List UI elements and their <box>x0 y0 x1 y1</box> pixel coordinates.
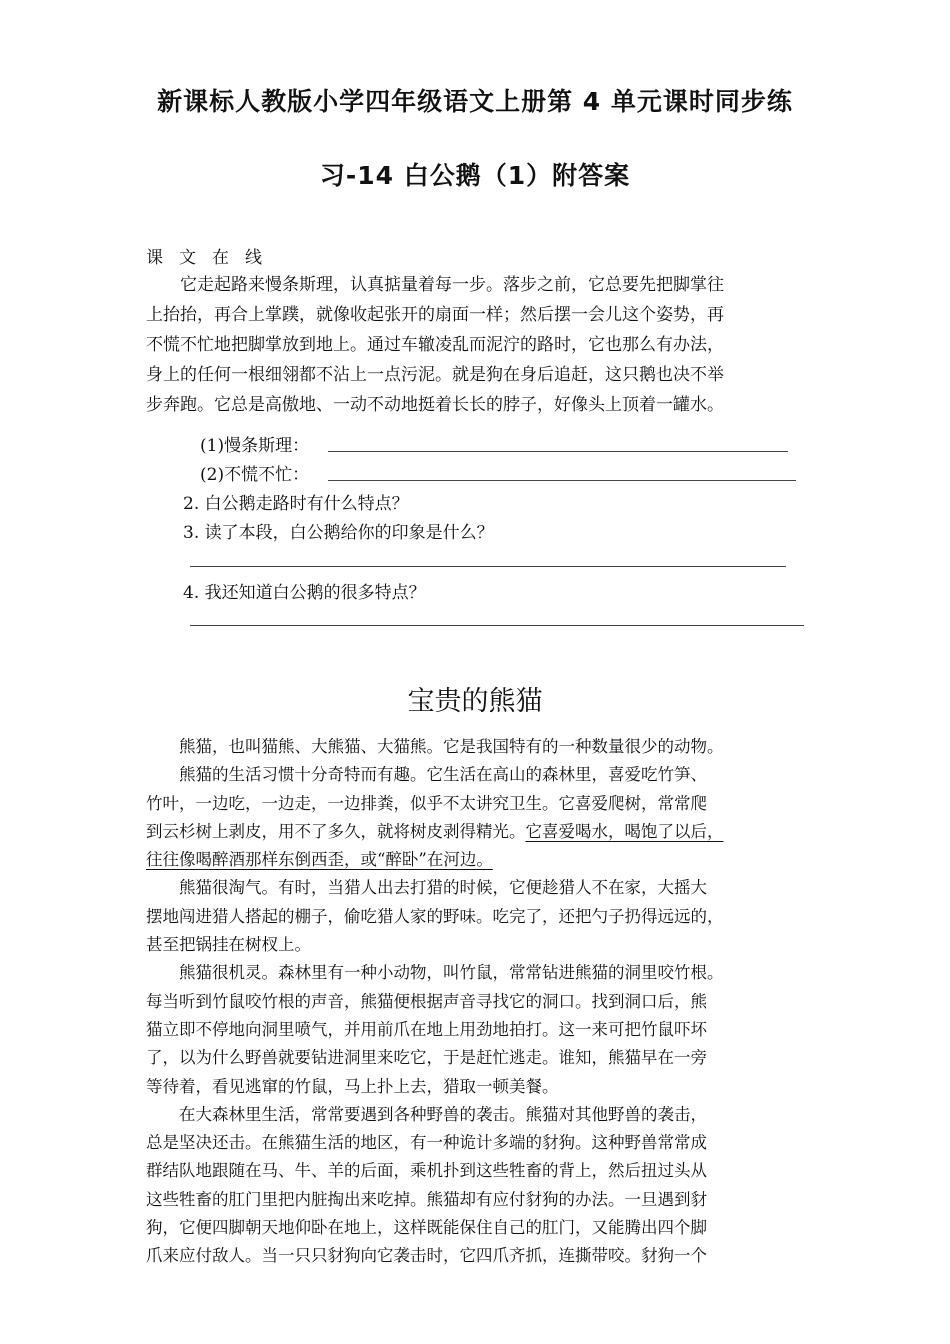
passage-panda-line: 摆地闯进猎人搭起的棚子，偷吃猎人家的野味。吃完了，还把勺子扔得远远的， <box>146 906 724 926</box>
passage-panda-line: 总是坚决还击。在熊猫生活的地区，有一种诡计多端的豺狗。这种野兽常常成 <box>146 1133 707 1153</box>
passage-goose-line: 步奔跑。它总是高傲地、一动不动地挺着长长的脖子，好像头上顶着一罐水。 <box>146 395 724 415</box>
passage-panda-line: 这些牲畜的肛门里把内脏掏出来吃掉。熊猫却有应付豺狗的办法。一旦遇到豺 <box>146 1189 707 1209</box>
passage-panda-line <box>146 846 810 874</box>
question-1b: (2)不慌不忙： <box>200 465 310 485</box>
question-2: 2. 白公鹅走路时有什么特点？ <box>183 494 409 514</box>
passage-panda-line: 每当听到竹鼠咬竹根的声音，熊猫便根据声音寻找它的洞口。找到洞口后，熊 <box>146 991 707 1011</box>
passage-panda-line: 等待着，看见逃窜的竹鼠，马上扑上去，猎取一顿美餐。 <box>146 1076 559 1096</box>
question-4: 4. 我还知道白公鹅的很多特点？ <box>183 583 426 603</box>
passage-panda-line: 熊猫很机灵。森林里有一种小动物，叫竹鼠，常常钻进熊猫的洞里咬竹根。 <box>179 963 724 983</box>
passage-panda <box>146 733 810 1271</box>
passage-panda-line: 熊猫，也叫猫熊、大熊猫、大猫熊。它是我国特有的一种数量很少的动物。 <box>179 737 724 756</box>
passage-panda-text: 到云杉树上剥皮，用不了多久，就将树皮剥得精光。 <box>146 821 526 841</box>
passage-panda-line: 在大森林里生活，常常要遇到各种野兽的袭击。熊猫对其他野兽的袭击， <box>179 1104 707 1124</box>
answer-line-1b[interactable] <box>328 480 796 481</box>
answer-line-3[interactable] <box>190 566 786 567</box>
passage-goose-line: 它走起路来慢条斯理，认真掂量着每一步。落步之前，它总要先把脚掌往 <box>180 275 724 295</box>
underlined-sentence: 它喜爱喝水，喝饱了以后， <box>525 821 724 841</box>
passage-panda-line: 熊猫的生活习惯十分奇特而有趣。它生活在高山的森林里，喜爱吃竹笋、 <box>179 765 707 785</box>
passage-panda-line: 猫立即不停地向洞里喷气，并用前爪在地上用劲地拍打。这一来可把竹鼠吓坏 <box>146 1019 707 1039</box>
underlined-sentence: 往往像喝醉酒那样东倒西歪，或“醉卧”在河边。 <box>146 850 493 870</box>
passage-panda-line <box>146 818 810 846</box>
page-title-line2: 习-14 白公鹅（1）附答案 <box>319 161 631 190</box>
passage-panda-line: 甚至把锅挂在树杈上。 <box>146 935 311 955</box>
passage-goose <box>146 270 810 420</box>
answer-line-4[interactable] <box>190 625 804 626</box>
passage-panda-line: 熊猫很淘气。有时，当猎人出去打猎的时候，它便趁猎人不在家，大摇大 <box>179 878 707 898</box>
question-1a: (1)慢条斯理： <box>200 436 310 456</box>
passage-panda-line: 群结队地跟随在马、牛、羊的后面，乘机扑到这些牲畜的背上，然后扭过头从 <box>146 1161 707 1181</box>
passage-panda-line: 狗，它便四脚朝天地仰卧在地上，这样既能保住自己的肛门，又能腾出四个脚 <box>146 1218 707 1238</box>
answer-line-1a[interactable] <box>328 451 788 452</box>
passage-panda-line: 了，以为什么野兽就要钻进洞里来吃它，于是赶忙逃走。谁知，熊猫早在一旁 <box>146 1048 707 1068</box>
passage-panda-line: 竹叶，一边吃，一边走，一边排粪，似乎不太讲究卫生。它喜爱爬树，常常爬 <box>146 793 707 813</box>
passage-goose-line: 上抬抬，再合上掌蹼，就像收起张开的扇面一样；然后摆一会儿这个姿势，再 <box>146 305 724 325</box>
question-3: 3. 读了本段，白公鹅给你的印象是什么？ <box>183 523 494 543</box>
passage-goose-line: 身上的任何一根细翎都不沾上一点污泥。就是狗在身后追赶，这只鹅也决不举 <box>146 365 724 385</box>
page-title-line1: 新课标人教版小学四年级语文上册第 4 单元课时同步练 <box>157 87 793 116</box>
passage-goose-line: 不慌不忙地把脚掌放到地上。通过车辙凌乱而泥泞的路时，它也那么有办法， <box>146 335 724 355</box>
passage-panda-title: 宝贵的熊猫 <box>407 686 543 717</box>
passage-panda-line: 爪来应付敌人。当一只只豺狗向它袭击时，它四爪齐抓，连撕带咬。豺狗一个 <box>146 1246 707 1266</box>
section-label: 课文在线 <box>146 248 278 268</box>
